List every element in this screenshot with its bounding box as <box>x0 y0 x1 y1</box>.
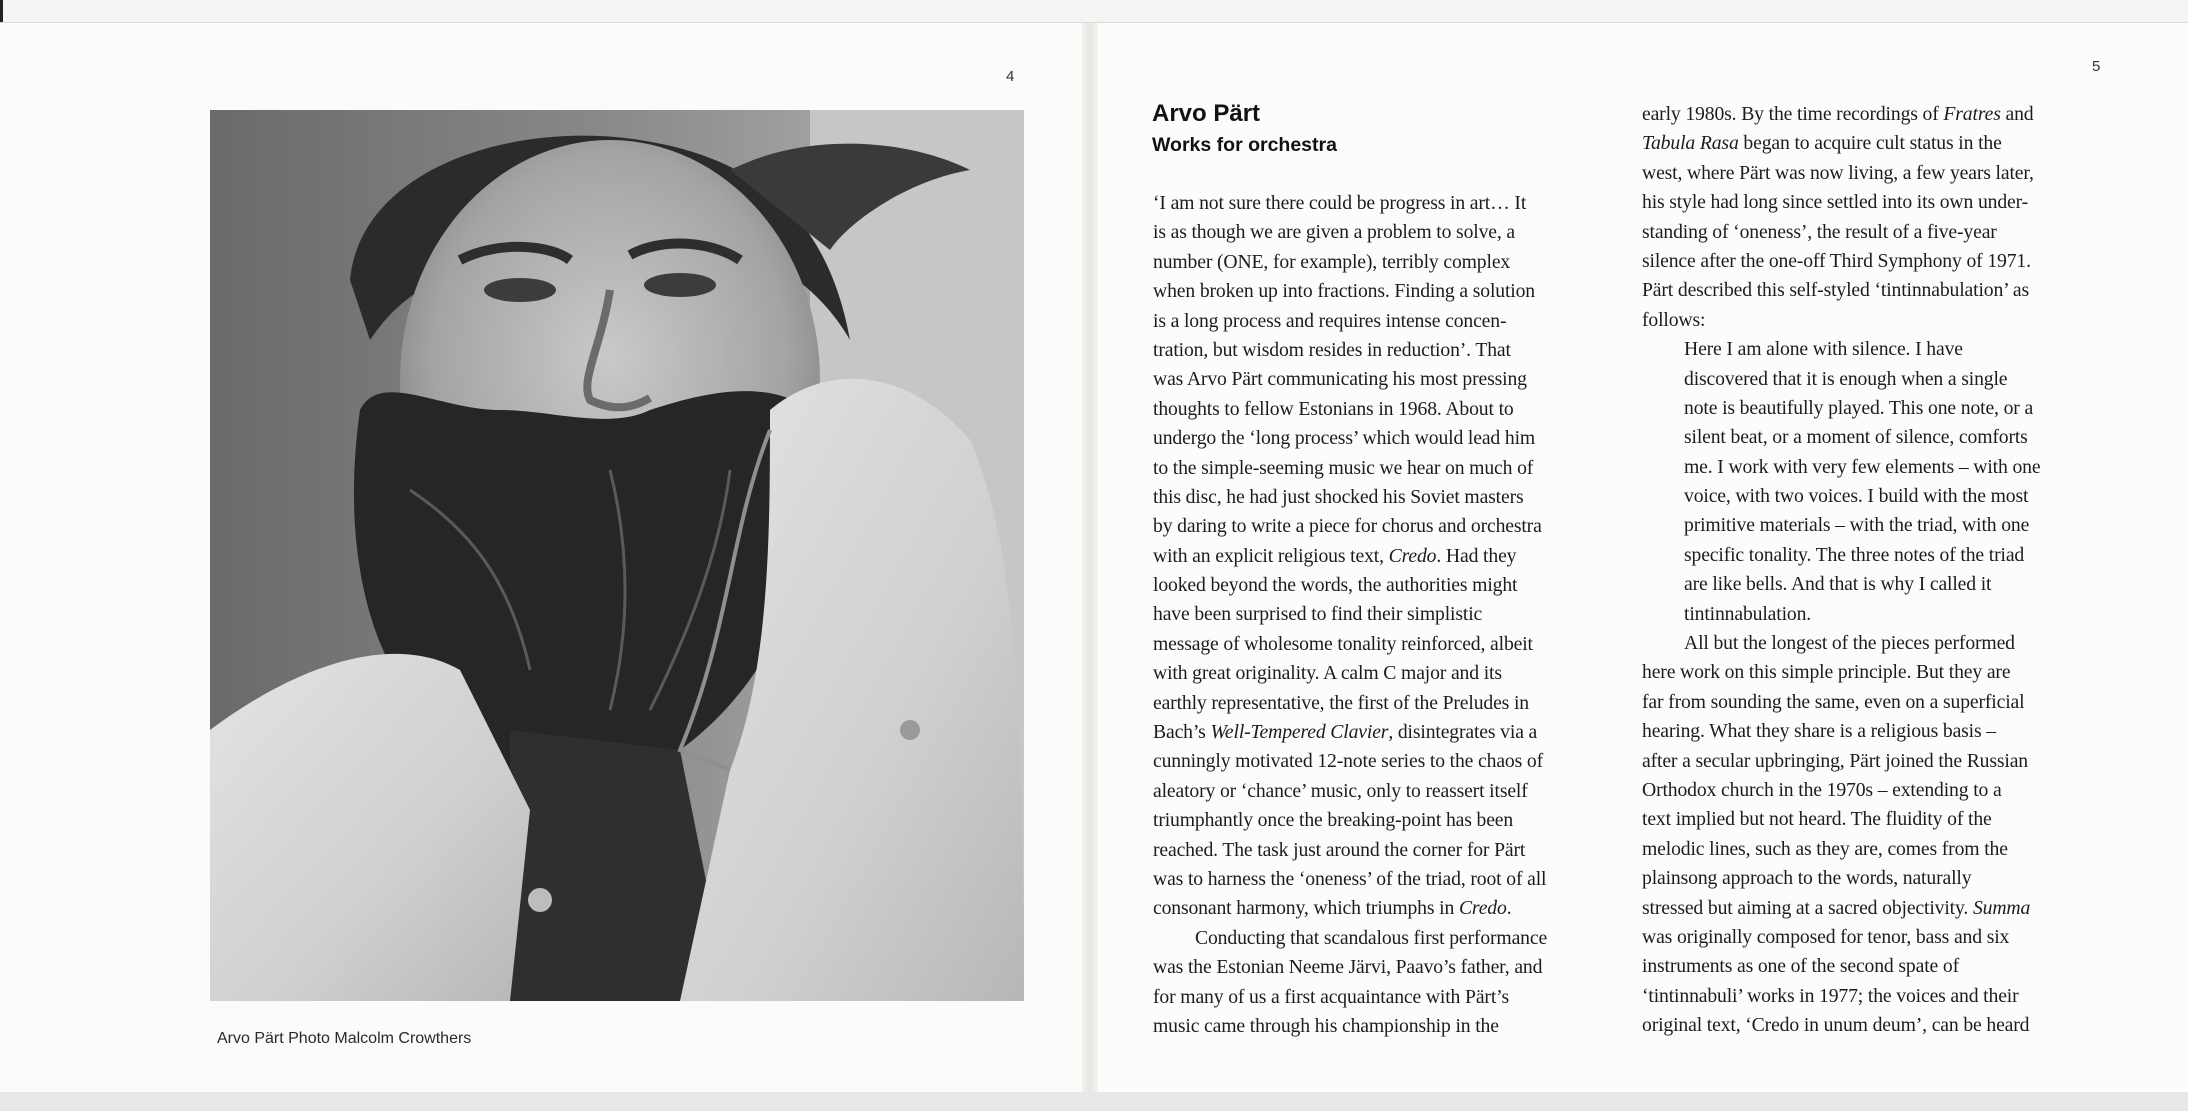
text-line: tration, but wisdom resides in reduction’. That <box>1153 338 1511 361</box>
quote-line: Here I am alone with silence. I have <box>1684 338 1963 361</box>
text-line: reached. The task just around the corner for Pärt <box>1153 838 1526 861</box>
page-number-left: 4 <box>1006 68 1015 85</box>
quote-line: voice, with two voices. I build with the most <box>1684 485 2029 508</box>
text-line: west, where Pärt was now living, a few years later, <box>1642 161 2034 184</box>
text-run: and <box>2000 103 2034 125</box>
quote-line: are like bells. And that is why I called it <box>1684 573 1992 596</box>
text-line: after a secular upbringing, Pärt joined the Russian <box>1642 749 2028 772</box>
text-line: Pärt described this self-styled ‘tintinnabulation’ as <box>1642 279 2029 302</box>
text-line <box>1153 542 1623 571</box>
text-line: number (ONE, for example), terribly complex <box>1153 250 1511 273</box>
text-line: triumphantly once the breaking-point has been <box>1153 809 1514 832</box>
text-run: early 1980s. By the time recordings of <box>1642 103 1944 125</box>
text-line: when broken up into fractions. Finding a solution <box>1153 280 1535 303</box>
title-italic: Credo <box>1458 897 1507 920</box>
text-run: Bach’s <box>1153 721 1211 744</box>
portrait-photo <box>210 110 1024 1001</box>
scan-top-edge <box>0 22 2188 23</box>
text-line: was to harness the ‘oneness’ of the triad, root of all <box>1153 867 1547 890</box>
scan-bottom-edge <box>0 1092 2188 1111</box>
page-gutter <box>1082 22 1098 1092</box>
text-run: began to acquire cult status in the <box>1738 132 2002 155</box>
text-line: his style had long since settled into its own under- <box>1642 191 2029 214</box>
text-line: for many of us a first acquaintance with Pärt’s <box>1153 985 1509 1008</box>
text-line <box>1153 894 1623 923</box>
text-run: . <box>1506 897 1512 920</box>
text-run: consonant harmony, which triumphs in <box>1153 897 1459 920</box>
text-run: , disintegrates via a <box>1388 721 1538 744</box>
scan-edge-mark <box>0 0 3 22</box>
text-line: ‘tintinnabuli’ works in 1977; the voices and their <box>1642 984 2019 1007</box>
text-line: was the Estonian Neeme Järvi, Paavo’s father, and <box>1153 956 1543 979</box>
text-line: plainsong approach to the words, naturally <box>1642 867 1972 890</box>
text-line: is a long process and requires intense concen- <box>1153 309 1507 332</box>
text-run: with an explicit religious text, <box>1153 544 1389 567</box>
text-line: cunningly motivated 12-note series to the chaos of <box>1153 750 1543 773</box>
text-line: to the simple-seeming music we hear on much of <box>1153 456 1534 479</box>
text-line: melodic lines, such as they are, comes from the <box>1642 837 2008 860</box>
text-line: earthly representative, the first of the Preludes in <box>1153 691 1529 714</box>
text-line: All but the longest of the pieces performed <box>1684 632 2015 655</box>
text-line: instruments as one of the second spate of <box>1642 955 1959 978</box>
text-line <box>1642 129 2112 158</box>
text-column-1 <box>1153 189 1623 1041</box>
quote-line: primitive materials – with the triad, with one <box>1684 514 2030 537</box>
text-run: . Had they <box>1436 544 1517 567</box>
text-line <box>1642 894 2112 923</box>
text-line: Orthodox church in the 1970s – extending to a <box>1642 778 2002 801</box>
photo-caption: Arvo Pärt Photo Malcolm Crowthers <box>217 1030 472 1047</box>
text-column-2 <box>1642 100 2112 1041</box>
text-line: follows: <box>1642 308 1706 331</box>
text-line: far from sounding the same, even on a superficial <box>1642 690 2025 713</box>
text-line: silence after the one-off Third Symphony of 1971. <box>1642 249 2031 272</box>
text-line: was Arvo Pärt communicating his most pressing <box>1153 368 1527 391</box>
text-line: with great originality. A calm C major and its <box>1153 662 1502 685</box>
text-line: here work on this simple principle. But they are <box>1642 661 2011 684</box>
text-line: undergo the ‘long process’ which would lead him <box>1153 427 1536 450</box>
text-line: this disc, he had just shocked his Soviet masters <box>1153 485 1524 508</box>
text-line: have been surprised to find their simplistic <box>1153 603 1483 626</box>
text-line: original text, ‘Credo in unum deum’, can be heard <box>1642 1014 2030 1037</box>
page-number-right: 5 <box>2092 58 2101 75</box>
quote-line: tintinnabulation. <box>1684 602 1812 625</box>
text-line: by daring to write a piece for chorus and orchestra <box>1153 515 1542 538</box>
text-line <box>1153 718 1623 747</box>
text-run: stressed but aiming at a sacred objectivity. <box>1642 896 1973 919</box>
quote-line: silent beat, or a moment of silence, comforts <box>1684 426 2028 449</box>
text-line: message of wholesome tonality reinforced, albeit <box>1153 632 1533 655</box>
text-line: standing of ‘oneness’, the result of a five-year <box>1642 220 1997 243</box>
text-line: aleatory or ‘chance’ music, only to reassert itself <box>1153 779 1528 802</box>
quote-line: me. I work with very few elements – with one <box>1684 455 2041 478</box>
title-italic: Fratres <box>1943 103 2001 125</box>
text-line: looked beyond the words, the authorities might <box>1153 574 1518 597</box>
text-line: music came through his championship in the <box>1153 1014 1499 1037</box>
text-line: is as though we are given a problem to solve, a <box>1153 221 1515 244</box>
title-italic: Well-Tempered Clavier <box>1210 721 1389 744</box>
article-subtitle: Works for orchestra <box>1152 134 1337 156</box>
title-italic: Tabula Rasa <box>1642 132 1739 155</box>
title-italic: Summa <box>1972 896 2031 919</box>
text-line: thoughts to fellow Estonians in 1968. About to <box>1153 397 1514 420</box>
text-line: was originally composed for tenor, bass and six <box>1642 925 2010 948</box>
quote-line: note is beautifully played. This one note, or a <box>1684 396 2034 419</box>
quote-line: specific tonality. The three notes of the triad <box>1684 543 2025 566</box>
quote-line: discovered that it is enough when a single <box>1684 367 2008 390</box>
text-line: text implied but not heard. The fluidity of the <box>1642 808 1992 831</box>
text-line: ‘I am not sure there could be progress in art… It <box>1153 192 1527 214</box>
text-line <box>1642 100 2112 129</box>
title-italic: Credo <box>1388 544 1437 567</box>
text-line: hearing. What they share is a religious basis – <box>1642 720 1996 743</box>
article-title: Arvo Pärt <box>1152 100 1261 127</box>
text-line: Conducting that scandalous first performance <box>1195 926 1548 949</box>
